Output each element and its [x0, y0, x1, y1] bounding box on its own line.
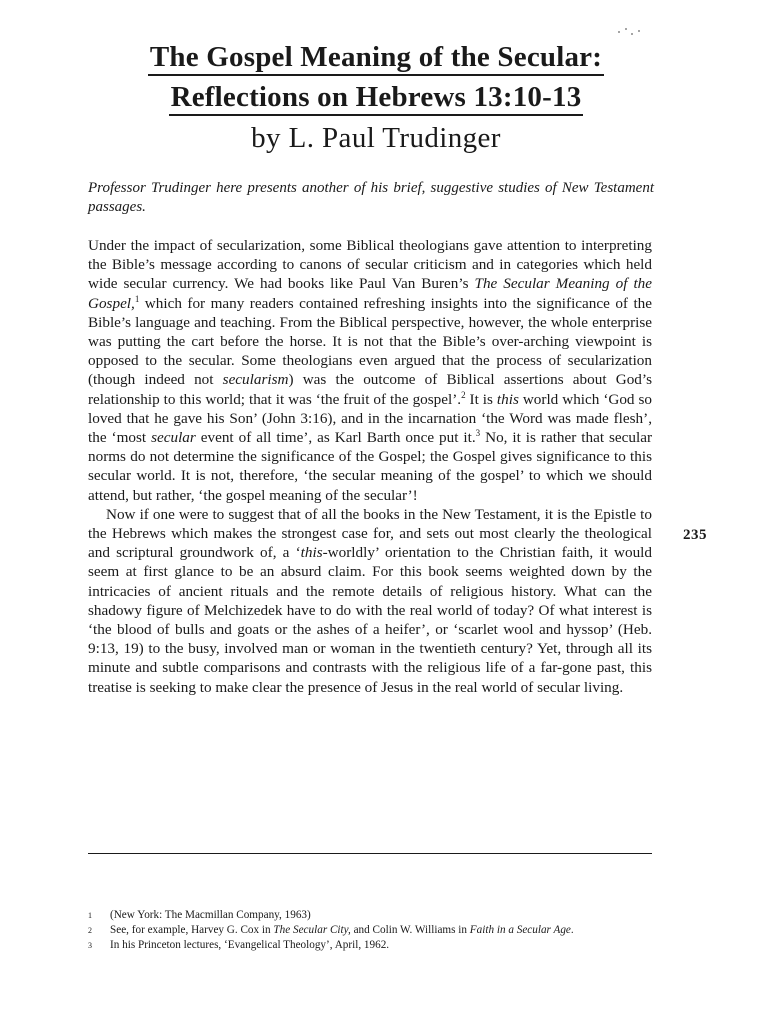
footnote-3: 3 In his Princeton lectures, ‘Evangelical Theology’, April, 1962.: [88, 939, 390, 951]
footnote-ref-3: 3: [475, 428, 481, 439]
footnote-number: 1: [88, 911, 92, 920]
footnotes: [88, 908, 652, 953]
title-block: [88, 40, 664, 156]
footnote-2: 2 See, for example, Harvey G. Cox in The Secular City, and Colin W. Williams in Faith in a Secular Age.: [88, 924, 574, 936]
body-paragraph-2: Now if one were to suggest that of all the books in the New Testament, it is the Epistle to the Hebrews which makes the strongest case for, and sets out most clearly the theological and scriptural groundwork of, a ‘this-worldly’ orientation to the Christian faith, it would seem at first glance to be an absurd claim. For this book seems weighted down by the intricacies of ancient rituals and the remote details of religious history. What can the shadowy figure of Melchizedek have to do with the real world of today? Of what interest is ‘the blood of bulls and goats or the ashes of a heifer’, or ‘scarlet wool and hyssop’ (Heb. 9:13, 19) to the busy, involved man or woman in the twentieth century? Yet, through all its minute and subtle comparisons and contrasts with the religious life of a far-gone past, this treatise is seeking to make clear the presence of Jesus in the real world of secular living.: [88, 505, 652, 696]
article-title-line-1: The Gospel Meaning of the Secular:: [148, 40, 604, 76]
page-number: 235: [683, 527, 707, 543]
body-paragraph-1: Under the impact of secularization, some Biblical theologians gave attention to interpreting the Bible’s message according to canons of secular criticism and in categories which held wide secular currency. We had books like Paul Van Buren’s The Secular Meaning of the Gospel,$^1$ which for many readers contained refreshing insights into the significance of the Bible’s language and teaching. From the Biblical perspective, however, the whole enterprise was putting the cart before the horse. It is not that the Bible’s over-arching viewpoint is opposed to the secular. Some theologians even argued that the process of secularization (though indeed not secularism) was the outcome of Biblical assertions about God’s relationship to this world; that it was ‘the fruit of the gospel’.$^2$ It is this world which ‘God so loved that he gave his Son’ (John 3:16), and in the incarnation ‘the Word was made flesh’, the ‘most secular event of all time’, as Karl Barth once put it.$^3$ No, it is rather that secular norms do not determine the significance of the Gospel; the Gospel gives significance to this secular world. It is not, therefore, ‘the secular meaning of the gospel’ to which we should attend, but rather, ‘the gospel meaning of the secular’!: [88, 237, 653, 504]
footnote-ref-2: 2: [461, 389, 466, 400]
scan-specks: [616, 28, 646, 38]
footnote-1: 1 (New York: The Macmillan Company, 1963): [88, 909, 311, 921]
article-body: [88, 236, 652, 697]
footnote-divider: [88, 853, 652, 854]
article-abstract: Professor Trudinger here presents another of his brief, suggestive studies of New Testament passages.: [88, 180, 654, 215]
article-byline: by L. Paul Trudinger: [251, 122, 501, 154]
footnote-number: 2: [88, 926, 92, 935]
book-title-secular-meaning: The Secular Meaning of the Gospel,: [88, 275, 652, 312]
footnote-number: 3: [88, 941, 92, 950]
footnote-ref-1: 1: [134, 293, 140, 304]
article-title-line-2: Reflections on Hebrews 13:10-13: [169, 80, 584, 116]
